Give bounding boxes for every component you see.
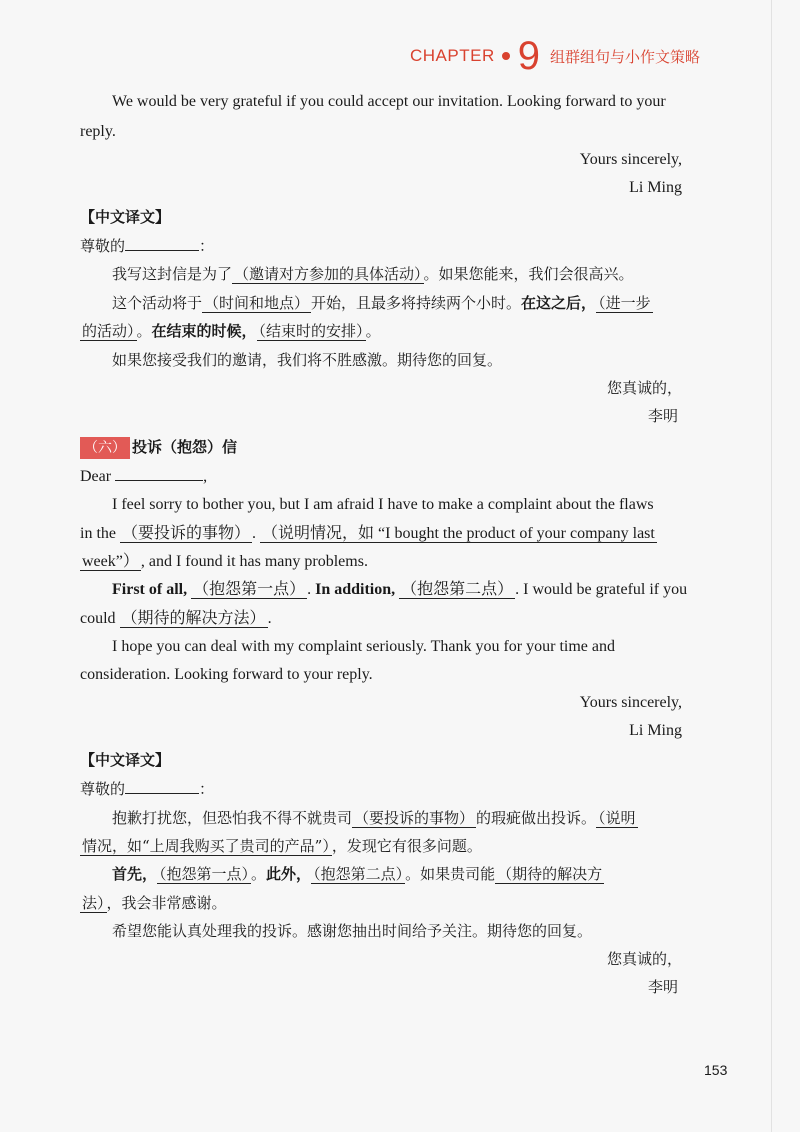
fill-in-blank: （要投诉的事物） xyxy=(122,525,251,542)
fill-in-blank: （邀请对方参加的具体活动） xyxy=(234,265,422,283)
bold-connector: First of all, xyxy=(112,581,188,598)
complaint-p3 xyxy=(80,609,272,629)
fill-in-blank: 的活动） xyxy=(82,322,135,340)
fill-in-blank: （要投诉的事物） xyxy=(354,809,475,827)
complaint-p2 xyxy=(112,580,687,600)
text: . xyxy=(307,581,312,598)
fill-in-blank: （结束时的安排） xyxy=(258,322,364,340)
text: 。如果贵司能 xyxy=(405,865,496,883)
fill-in-blank: （说明情况，如 “I bought the product of your company last xyxy=(262,525,655,542)
salutation-prefix: 尊敬的 xyxy=(80,780,126,798)
complaint-p4-line-1: I hope you can deal with my complaint seriously. Thank you for your time and xyxy=(112,638,615,655)
complaint-cn-signoff: 您真诚的， xyxy=(606,950,682,968)
text: 抱歉打扰您，但恐怕我不得不就贵司 xyxy=(112,809,353,827)
invitation-cn-paragraph-2 xyxy=(112,293,653,313)
fill-in-blank: （抱怨第一点） xyxy=(193,581,306,598)
complaint-p1-line-3 xyxy=(80,552,368,572)
bold-connector: In addition, xyxy=(315,581,396,598)
complaint-cn-salutation xyxy=(80,779,214,799)
invitation-cn-signoff: 您真诚的， xyxy=(606,379,682,397)
invitation-signoff: Yours sincerely, xyxy=(579,151,682,168)
fill-in-blank: （说明 xyxy=(598,809,636,827)
recipient-blank xyxy=(115,480,203,481)
text: . I would be grateful if you xyxy=(515,581,688,598)
fill-in-blank: 法） xyxy=(82,894,105,912)
fill-in-blank: （期待的解决方法） xyxy=(121,610,266,627)
complaint-signoff: Yours sincerely, xyxy=(579,694,682,711)
complaint-cn-paragraph-1-cont xyxy=(80,836,482,856)
text: could xyxy=(80,610,116,627)
complaint-cn-paragraph-3: 希望您能认真处理我的投诉。感谢您抽出时间给予关注。期待您的回复。 xyxy=(112,922,593,940)
invitation-cn-paragraph-1 xyxy=(112,264,634,284)
page-number: 153 xyxy=(704,1062,728,1078)
text: 。 xyxy=(365,322,381,340)
section-number-badge: （六） xyxy=(80,437,130,459)
fill-in-blank: （抱怨第二点） xyxy=(313,865,404,883)
complaint-cn-heading: 【中文译文】 xyxy=(80,751,171,769)
page-edge-rule xyxy=(771,0,772,1132)
complaint-cn-name: 李明 xyxy=(647,978,678,996)
salutation-blank xyxy=(125,250,199,251)
text: in the xyxy=(80,525,116,542)
chapter-number: 9 xyxy=(517,34,540,78)
fill-in-blank: （进一步 xyxy=(598,294,651,312)
text: 我写这封信是为了 xyxy=(112,265,233,283)
text: 。如果您能来，我们会很高兴。 xyxy=(423,265,634,283)
invitation-cn-heading: 【中文译文】 xyxy=(80,208,171,226)
complaint-cn-paragraph-1 xyxy=(112,808,638,828)
invitation-closing-line-1: We would be very grateful if you could accept our invitation. Looking forward to your xyxy=(112,93,666,110)
complaint-name: Li Ming xyxy=(629,722,682,739)
invitation-cn-paragraph-2-cont xyxy=(80,321,381,341)
text: ，发现它有很多问题。 xyxy=(331,837,482,855)
chapter-title: 组群组句与小作文策略 xyxy=(549,47,700,66)
dear-text: Dear xyxy=(80,468,112,485)
chapter-label: CHAPTER xyxy=(410,46,495,65)
text: 的瑕疵做出投诉。 xyxy=(476,809,597,827)
text: 。 xyxy=(136,322,152,340)
salutation-blank xyxy=(125,793,199,794)
fill-in-blank: week”） xyxy=(82,553,139,570)
complaint-p1-line-2 xyxy=(80,524,657,544)
bold-connector: 此外， xyxy=(266,865,312,883)
bold-connector: 首先， xyxy=(112,865,158,883)
invitation-name: Li Ming xyxy=(629,179,682,196)
bold-connector: 在结束的时候， xyxy=(151,322,257,340)
chapter-header xyxy=(410,36,700,76)
text: . xyxy=(267,610,272,627)
salutation-suffix: ： xyxy=(199,237,215,255)
fill-in-blank: （时间和地点） xyxy=(204,294,310,312)
text: 。 xyxy=(251,865,267,883)
text: , and I found it has many problems. xyxy=(140,553,368,570)
fill-in-blank: （期待的解决方 xyxy=(497,865,603,883)
invitation-closing-line-2: reply. xyxy=(80,123,116,140)
complaint-cn-paragraph-2-cont xyxy=(80,893,227,913)
text: ，我会非常感谢。 xyxy=(106,894,227,912)
text: , xyxy=(203,468,208,485)
complaint-p4-line-2: consideration. Looking forward to your reply. xyxy=(80,666,373,683)
section-heading xyxy=(80,437,237,459)
text: 开始，且最多将持续两个小时。 xyxy=(311,294,522,312)
salutation-suffix: ： xyxy=(199,780,215,798)
complaint-cn-paragraph-2 xyxy=(112,864,604,884)
fill-in-blank: （抱怨第二点） xyxy=(401,581,514,598)
invitation-cn-name: 李明 xyxy=(647,407,678,425)
salutation-prefix: 尊敬的 xyxy=(80,237,126,255)
complaint-salutation xyxy=(80,467,207,487)
chapter-dot xyxy=(502,52,510,60)
invitation-cn-paragraph-3: 如果您接受我们的邀请，我们将不胜感激。期待您的回复。 xyxy=(112,351,503,369)
text: 这个活动将于 xyxy=(112,294,203,312)
fill-in-blank: 情况，如“上周我购买了贵司的产品”） xyxy=(82,837,330,855)
section-title: 投诉（抱怨）信 xyxy=(132,438,238,456)
bold-connector: 在这之后， xyxy=(521,294,597,312)
fill-in-blank: （抱怨第一点） xyxy=(159,865,250,883)
text: . xyxy=(252,525,257,542)
complaint-p1-line-1: I feel sorry to bother you, but I am afraid I have to make a complaint about the flaws xyxy=(112,496,654,513)
invitation-cn-salutation xyxy=(80,236,214,256)
